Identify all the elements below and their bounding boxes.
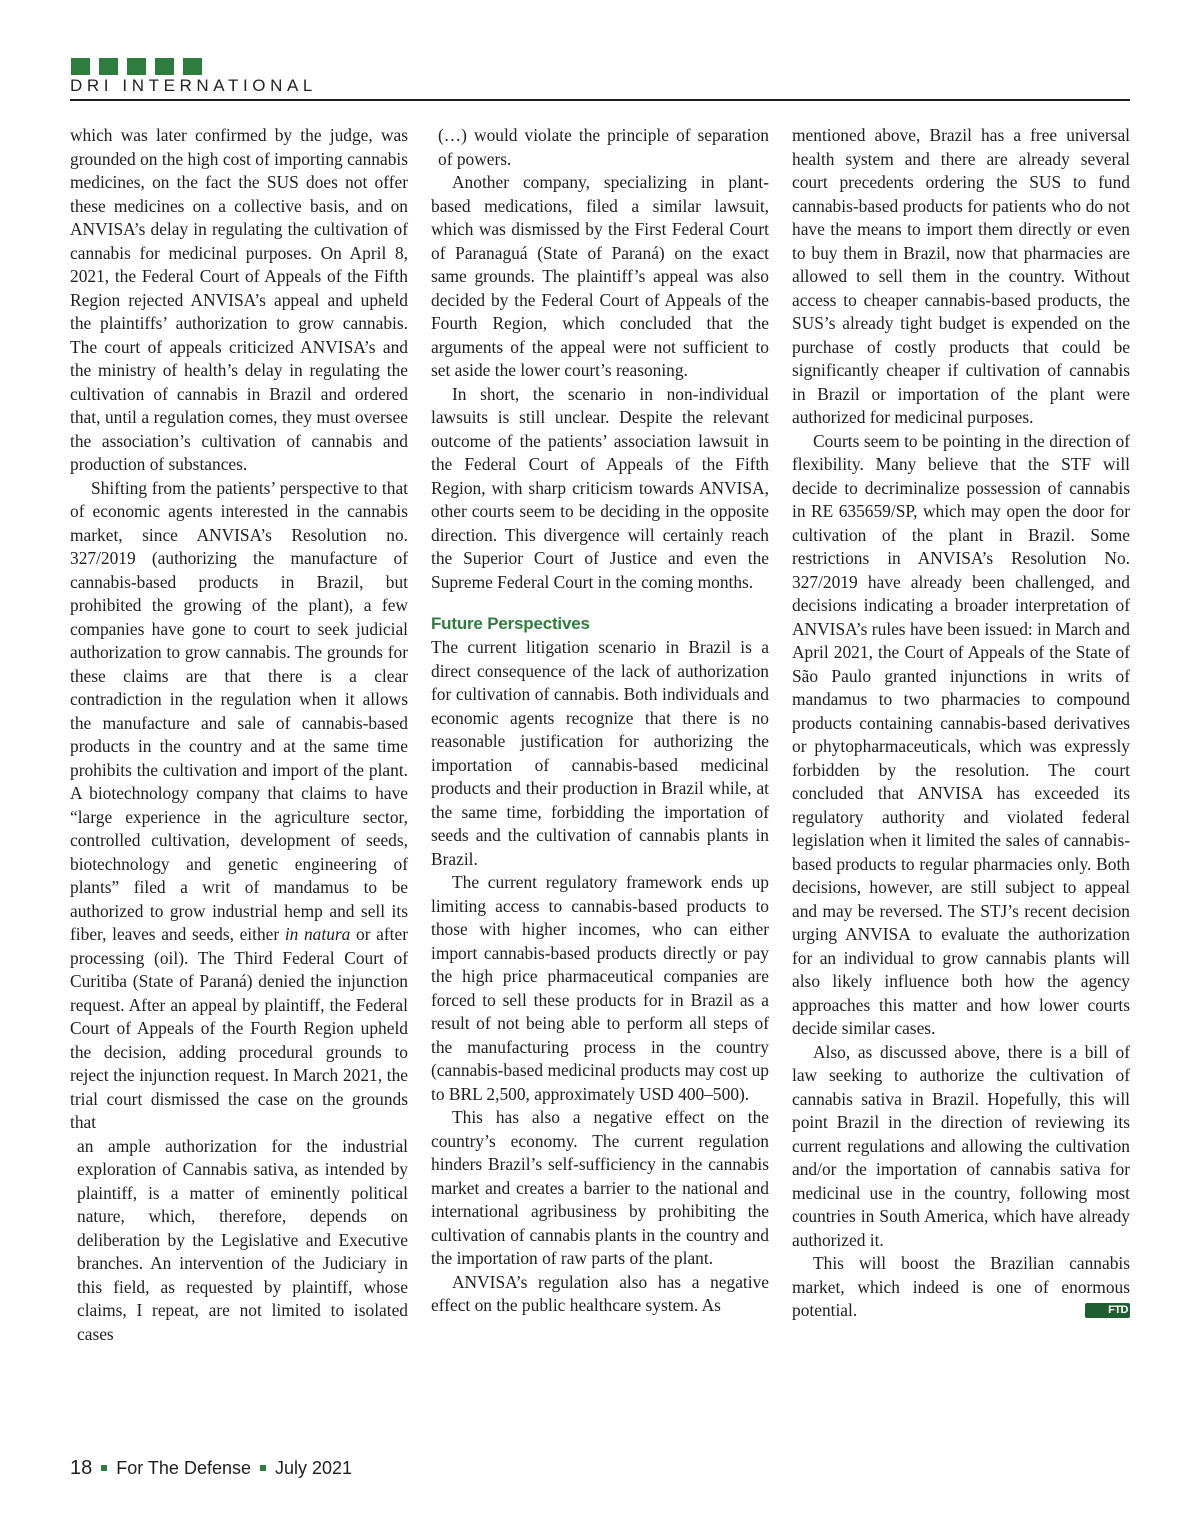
page-footer — [70, 1457, 352, 1480]
header-square — [155, 58, 174, 75]
issue-date: July 2021 — [275, 1458, 353, 1478]
block-quote-end: (…) would violate the principle of separation of powers. — [438, 125, 769, 169]
header-rule — [70, 99, 1130, 101]
paragraph — [792, 1252, 1130, 1323]
header-square — [183, 58, 202, 75]
italic-phrase: in natura — [284, 924, 351, 944]
paragraph: mentioned above, Brazil has a free universal health system and there are already several court precedents ordering the SUS to fund cannabis-based products for patients who do not have the means to import them directly or even to buy them in Brazil, now that pharmacies are allowed to sell them in the country. Without access to cheaper cannabis-based products, the SUS’s already tight budget is expended on the purchase of costly products that could be significantly cheaper if cultivation of cannabis in Brazil or importation of the plant were authorized for medicinal purposes. — [792, 125, 1130, 427]
header-squares — [71, 58, 202, 75]
block-quote: an ample authorization for the industrial exploration of Cannabis sativa, as intended by plaintiff, is a matter of eminently political nature, which, therefore, depends on deliberation by the Legislative and Executive branches. An intervention of the Judiciary in this field, as requested by plaintiff, whose claims, I repeat, are not limited to isolated cases — [77, 1135, 408, 1344]
ftd-logo-icon: FTD — [1085, 1303, 1130, 1318]
paragraph: Another company, specializing in plant-based medications, filed a similar lawsuit, which was dismissed by the First Federal Court of Paranaguá (State of Paraná) on the exact same grounds. The plaintiff’s appeal was also decided by the Federal Court of Appeals of the Fourth Region, which concluded that the arguments of the appeal were not sufficient to set aside the lower court’s reasoning. — [431, 172, 769, 380]
article-column-2 — [431, 124, 769, 1318]
header-square — [127, 58, 146, 75]
header-square — [71, 58, 90, 75]
publication-name: For The Defense — [116, 1458, 251, 1478]
paragraph-text: This will boost the Brazilian cannabis market, which indeed is one of enormous potential. — [792, 1253, 1130, 1320]
page-number: 18 — [70, 1457, 93, 1479]
article-column-1 — [70, 124, 408, 1346]
paragraph: Courts seem to be pointing in the direction of flexibility. Many believe that the STF will decide to decriminalize possession of cannabis in RE 635659/SP, which may open the door for cultivation of the plant in Brazil. Some restrictions in ANVISA’s Resolution No. 327/2019 have already been challenged, and decisions indicating a broader interpretation of ANVISA’s rules have been issued: in March and April 2021, the Court of Appeals of the State of São Paulo granted injunctions in writs of mandamus to two pharmacies to compound products containing cannabis-based derivatives or phytopharmaceuticals, which was expressly forbidden by the resolution. The court concluded that ANVISA has exceeded its regulatory authority and violated federal legislation when it limited the sales of cannabis-based products to regular pharmacies only. Both decisions, however, are still subject to appeal and may be reversed. The STJ’s recent decision urging ANVISA to evaluate the authorization for an individual to grow cannabis plants will also likely influence both how the agency approaches this matter and how lower courts decide similar cases. — [792, 430, 1130, 1038]
section-heading: Future Perspectives — [431, 614, 590, 633]
paragraph: Also, as discussed above, there is a bill of law seeking to authorize the cultivation of cannabis sativa in Brazil. Hopefully, this will point Brazil in the direction of reviewing its current regulations and allowing the cultivation and/or the importation of cannabis sativa for medicinal use in the country, following most countries in South America, which have already authorized it. — [792, 1041, 1130, 1250]
bullet-icon — [101, 1465, 107, 1471]
paragraph: The current regulatory framework ends up limiting access to cannabis-based products to those with higher incomes, who can either import cannabis-based products directly or pay the high price pharmaceutical companies are forced to sell these products for in Brazil as a result of not being able to perform all steps of the manufacturing process in the country (cannabis-based medicinal products may cost up to BRL 2,500, approximately USD 400–500). — [431, 872, 769, 1104]
paragraph: The current litigation scenario in Brazil is a direct consequence of the lack of authorization for cultivation of cannabis. Both individuals and economic agents recognize that there is no reasonable justification for authorizing the importation of cannabis-based medicinal products and their production in Brazil while, at the same time, forbidding the importation of seeds and the cultivation of cannabis plants in Brazil. — [431, 637, 769, 869]
section-brand: DRI INTERNATIONAL — [70, 76, 317, 95]
bullet-icon — [260, 1465, 266, 1471]
paragraph-text: Shifting from the patients’ perspective to that of economic agents interested in the cannabis market, since ANVISA’s Resolution no. 327/2019 (authorizing the manufacture of cannabis-based products in Brazil, but prohibited the growing of the plant), a few companies have gone to court to seek judicial authorization to grow cannabis. The grounds for these claims are that there is a clear contradiction in the regulation when it allows the manufacture and sale of cannabis-based products in the country and at the same time prohibits the cultivation and import of the plant. A biotechnology company that claims to have “large experience in the agriculture sector, controlled cultivation, development of seeds, biotechnology and genetic engineering of plants” filed a writ of mandamus to be authorized to grow industrial hemp and sell its fiber, leaves and seeds, either — [70, 477, 408, 944]
paragraph: In short, the scenario in non-individual lawsuits is still unclear. Despite the relevant outcome of the patients’ association lawsuit in the Federal Court of Appeals of the Fifth Region, with sharp criticism towards ANVISA, other courts seem to be deciding in the opposite direction. This divergence will certainly reach the Superior Court of Justice and even the Supreme Federal Court in the coming months. — [431, 383, 769, 592]
article-column-3 — [792, 124, 1130, 1323]
paragraph: which was later confirmed by the judge, was grounded on the high cost of importing cannabis medicines, on the fact the SUS does not offer these medicines on a collective basis, and on ANVISA’s delay in regulating the cultivation of cannabis for medicinal purposes. On April 8, 2021, the Federal Court of Appeals of the Fifth Region rejected ANVISA’s appeal and upheld the plaintiffs’ authorization to grow cannabis. The court of appeals criticized ANVISA’s and the ministry of health’s delay in regulating the cultivation of cannabis in Brazil and ordered that, until a regulation comes, they must oversee the association’s cultivation of cannabis and production of substances. — [70, 125, 408, 474]
paragraph-text: or after processing (oil). The Third Federal Court of Curitiba (State of Paraná) denied the injunction request. After an appeal by plaintiff, the Federal Court of Appeals of the Fourth Region upheld the decision, adding procedural grounds to reject the injunction request. In March 2021, the trial court dismissed the case on the grounds that — [70, 924, 408, 1132]
paragraph: ANVISA’s regulation also has a negative effect on the public healthcare system. As — [431, 1271, 769, 1315]
paragraph — [70, 477, 408, 1135]
header-square — [99, 58, 118, 75]
paragraph: This has also a negative effect on the country’s economy. The current regulation hinders Brazil’s self-sufficiency in the cannabis market and creates a barrier to the national and international agribusiness by prohibiting the cultivation of cannabis plants in the country and the importation of raw parts of the plant. — [431, 1107, 769, 1268]
